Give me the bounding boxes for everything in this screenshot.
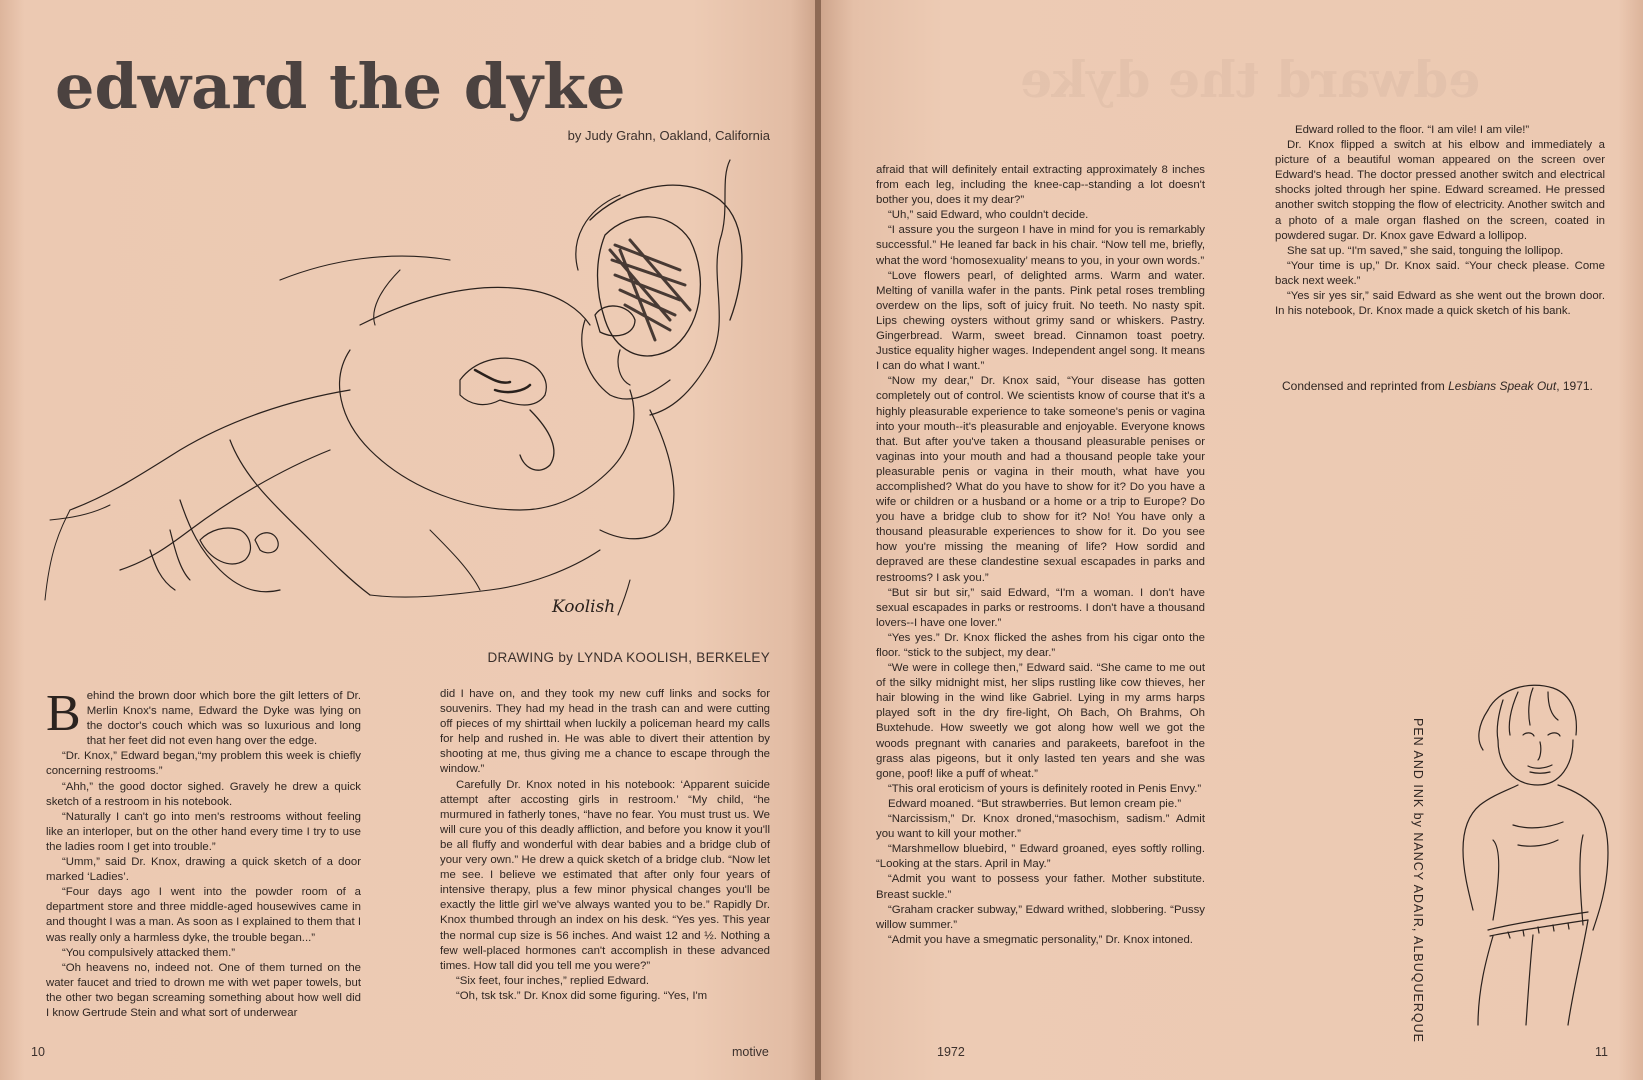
drawing-caption: DRAWING by LYNDA KOOLISH, BERKELEY xyxy=(487,650,770,665)
paragraph: “Oh heavens no, indeed not. One of them turned on the water faucet and tried to drown me with wet paper towels, but the other two began screaming something about how well did I know Gertrude Stein and what sort of underwear xyxy=(46,961,361,1019)
paragraph: Carefully Dr. Knox noted in his notebook: ‘Apparent suicide attempt after accosting girls in restroom.’ “My child, “he murmured in fatherly tones, “have no fear. You must trust us. We will cure you of this deadly affliction, and before you know it you'll be all fluffy and wonderful with dear babies and a bridge club of your very own.” He drew a quick sketch of a bridge club. “Now let me see. I believe we estimated that after only four years of intensive therapy, plus a few minor physical changes you'll be exactly the little girl we've always wanted you to be.” Rapidly Dr. Knox thumbed through an index on his desk. “Yes yes. This year the normal cup size is 56 inches. And waist 12 and ½. Nothing a few well-placed hormones can't accomplish in these advanced times. How tall did you tell me you were?” xyxy=(440,778,770,972)
paragraph: “Umm,” said Dr. Knox, drawing a quick sketch of a door marked ‘Ladies’. xyxy=(46,856,361,884)
paragraph: Behind the brown door which bore the gilt letters of Dr. Merlin Knox's name, Edward the Dyke was lying on the doctor's couch which was so luxurious and long that her feet did not even hang over the edge. xyxy=(46,685,361,748)
paragraph: “Narcissism,” Dr. Knox droned,“masochism, sadism.” Admit you want to kill your mother.” xyxy=(876,813,1205,841)
paragraph: “Six feet, four inches,” replied Edward. xyxy=(456,974,650,987)
paragraph: did I have on, and they took my new cuff links and socks for souvenirs. They had my head in the trash can and were cutting off pieces of my shirttail when luckily a policeman heard my calls for help and rushed in. He was able to divert their attention by shooting at me, thus giving me a chance to escape through the window.” xyxy=(440,688,770,776)
right-column-2 xyxy=(1275,123,1605,319)
paragraph: She sat up. “I'm saved,” she said, tonguing the lollipop. xyxy=(1287,244,1564,257)
pen-drawing-reclining-figure xyxy=(30,150,770,650)
paragraph: afraid that will definitely entail extracting approximately 8 inches from each leg, including the knee-cap--standing a lot doesn't bother you, does it my dear?” xyxy=(876,164,1205,207)
paragraph: “Naturally I can't go into men's restrooms without feeling like an interloper, but on the other hand every time I try to use the ladies room I get into trouble.” xyxy=(46,810,361,853)
paragraph: Edward moaned. “But strawberries. But lemon cream pie.” xyxy=(888,797,1182,810)
paragraph: “Admit you want to possess your father. Mother substitute. Breast suckle.” xyxy=(876,873,1205,901)
paragraph: Edward rolled to the floor. “I am vile! I am vile!” xyxy=(1295,124,1530,136)
show-through-title: edward the dyke xyxy=(1020,50,1481,109)
paragraph: “I assure you the surgeon I have in mind for you is remarkably successful.” He leaned far back in his chair. “Now tell me, briefly, what the word ‘homosexuality’ means to you, in your own words.” xyxy=(876,224,1205,267)
paragraph: “Yes yes.” Dr. Knox flicked the ashes from his cigar onto the floor. “stick to the subject, my dear.” xyxy=(876,631,1205,659)
source-title: Lesbians Speak Out xyxy=(1448,379,1557,393)
paragraph: “Marshmellow bluebird, ” Edward groaned, eyes softly rolling. “Looking at the stars. April in May.” xyxy=(876,843,1205,871)
paragraph: “Yes sir yes sir,” said Edward as she went out the brown door. In his notebook, Dr. Knox made a quick sketch of his bank. xyxy=(1275,290,1605,318)
year-label: 1972 xyxy=(937,1045,965,1059)
byline: by Judy Grahn, Oakland, California xyxy=(567,128,770,143)
paragraph: “Oh, tsk tsk.” Dr. Knox did some figuring. “Yes, I'm xyxy=(456,989,708,1002)
left-column-1 xyxy=(46,685,361,1021)
paragraph: “We were in college then,” Edward said. “She came to me out of the silky midnight mist, her slips rustling like cow thieves, her hair blowing in the wind like Gabriel. Lying in my arms harps played soft in the dry fire-light, Oh Bach, Oh Brahms, Oh Buxtehude. How sweetly we got along how well we got the woods pregnant with canaries and parakeets, barefoot in the grass alas pigeons, but it only lasted ten years and she was gone, poof! like a puff of wheat.” xyxy=(876,662,1205,780)
paragraph: “But sir but sir,” said Edward, “I'm a woman. I don't have sexual escapades in parks or restrooms. I don't have a thousand lovers--I have one lover.” xyxy=(876,586,1205,629)
paragraph: “Love flowers pearl, of delighted arms. Warm and water. Melting of vanilla wafer in the pants. Pink petal roses trembling overdew on the lips, soft of juicy fruit. No teeth. No nasty spit. Lips chewing oysters without grimy sand or whiskers. Pastry. Gingerbread. Warm, sweet bread. Cinnamon toast poetry. Justice equality higher wages. Independent angel song. It means I can do what I want.” xyxy=(876,269,1205,373)
dropcap-letter: B xyxy=(46,685,81,742)
reprint-credit: Condensed and reprinted from Lesbians Speak Out, 1971. xyxy=(1282,379,1593,393)
drawing-signature: Koolish xyxy=(552,597,616,617)
magazine-name: motive xyxy=(732,1045,769,1059)
paragraph: Dr. Knox flipped a switch at his elbow and immediately a picture of a beautiful woman appeared on the screen over Edward's head. The doctor pressed another switch and electrical shocks jolted through her spine. Edward screamed. He pressed another switch stopping the flow of electricity. Another switch and a photo of a male organ flashed on the screen, coated in powdered sugar. Dr. Knox gave Edward a lollipop. xyxy=(1275,139,1605,242)
left-column-2 xyxy=(440,687,770,1004)
paragraph: “This oral eroticism of yours is definitely rooted in Penis Envy.” xyxy=(888,782,1202,795)
pen-sketch-figure xyxy=(1448,680,1618,1030)
paragraph: “Your time is up,” Dr. Knox said. “Your check please. Come back next week.” xyxy=(1275,259,1605,287)
paragraph: “Dr. Knox,” Edward began,“my problem this week is chiefly concerning restrooms.” xyxy=(46,750,361,778)
paragraph: “Ahh,” the good doctor sighed. Gravely he drew a quick sketch of a restroom in his notebook. xyxy=(46,780,361,808)
paragraph: “Four days ago I went into the powder room of a department store and three middle-aged housewives came in and thought I was a man. As soon as I explained to them that I was really only a harmless dyke, the trouble began...” xyxy=(46,886,361,944)
page-number-right: 11 xyxy=(1595,1045,1608,1059)
right-column-1 xyxy=(876,163,1205,948)
paragraph: “You compulsively attacked them.” xyxy=(62,946,236,959)
paragraph: “Admit you have a smegmatic personality,” Dr. Knox intoned. xyxy=(888,933,1193,946)
paragraph: “Graham cracker subway,” Edward writhed, slobbering. “Pussy willow summer.” xyxy=(876,903,1205,931)
paragraph: “Uh,” said Edward, who couldn't decide. xyxy=(888,209,1089,222)
sketch-credit-vertical: PEN AND INK by NANCY ADAIR, ALBUQUERQUE xyxy=(1411,718,1425,1043)
left-page xyxy=(0,0,815,1080)
paragraph: “Now my dear,” Dr. Knox said, “Your disease has gotten completely out of control. We scientists know of course that it's a highly pleasurable experience to take someone's penis or vagina into your mouth--it's pleasurable and enjoyable. Everyone knows that. But after you've taken a thousand pleasurable penises or vaginas into your mouth and had a thousand people take your pleasurable penis or vagina in their mouth, what have you accomplished? What do you have to show for it? Do you have a wife or children or a husband or a home or a trip to Europe? Do you have a bridge club to show for it? No! You have only a thousand pleasurable experiences to show for it. Do you see how you're missing the meaning of life? How sordid and depraved are these clandestine sexual escapades in parks and restrooms? I ask you.” xyxy=(876,375,1205,584)
article-title: edward the dyke xyxy=(55,50,626,123)
page-number-left: 10 xyxy=(31,1045,45,1059)
